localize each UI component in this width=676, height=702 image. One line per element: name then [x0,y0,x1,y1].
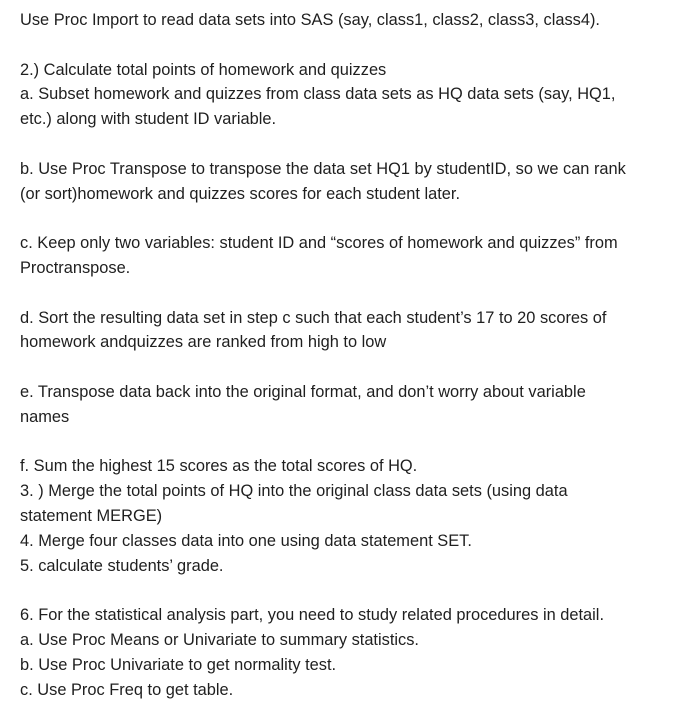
step6a-text: a. Use Proc Means or Univariate to summary statistics. [20,630,419,649]
intro-text: Use Proc Import to read data sets into SAS (say, class1, class2, class3, class4). [20,11,600,29]
step5-text: 5. calculate students’ grade. [20,556,224,575]
step6-heading: 6. For the statistical analysis part, you need to study related procedures in detail. [20,606,605,625]
step6c-text: c. Use Proc Freq to get table. [20,680,234,699]
step2d-line2: homework andquizzes are ranked from high to low [20,333,387,352]
step2e-line1: e. Transpose data back into the original format, and don’t worry about variable [20,382,586,401]
step2f-line1: f. Sum the highest 15 scores as the total scores of HQ. [20,457,418,476]
paragraph-gap [20,206,664,231]
step3-line2: statement MERGE) [20,506,163,525]
step2b-line1: b. Use Proc Transpose to transpose the data set HQ1 by studentID, so we can rank [20,159,626,178]
paragraph-gap [20,132,664,157]
step2c-line1: c. Keep only two variables: student ID and “scores of homework and quizzes” from [20,234,618,253]
step2-heading: 2.) Calculate total points of homework and quizzes [20,60,387,79]
step2c-line2: Proctranspose. [20,258,131,277]
step2a-line1: a. Subset homework and quizzes from class data sets as HQ data sets (say, HQ1, [20,85,616,104]
paragraph-gap [20,578,664,603]
step2b-line2: (or sort)homework and quizzes scores for each student later. [20,184,461,203]
paragraph-gap [20,355,664,380]
step2e-line2: names [20,407,70,426]
step6b-text: b. Use Proc Univariate to get normality test. [20,655,337,674]
paragraph-gap [20,33,664,58]
step3-line1: 3. ) Merge the total points of HQ into the original class data sets (using data [20,482,568,501]
step2d-line1: d. Sort the resulting data set in step c such that each student’s 17 to 20 scores of [20,308,607,327]
step4-text: 4. Merge four classes data into one using data statement SET. [20,531,472,550]
paragraph-gap [20,281,664,306]
step2a-line2: etc.) along with student ID variable. [20,110,277,129]
paragraph-gap [20,430,664,455]
